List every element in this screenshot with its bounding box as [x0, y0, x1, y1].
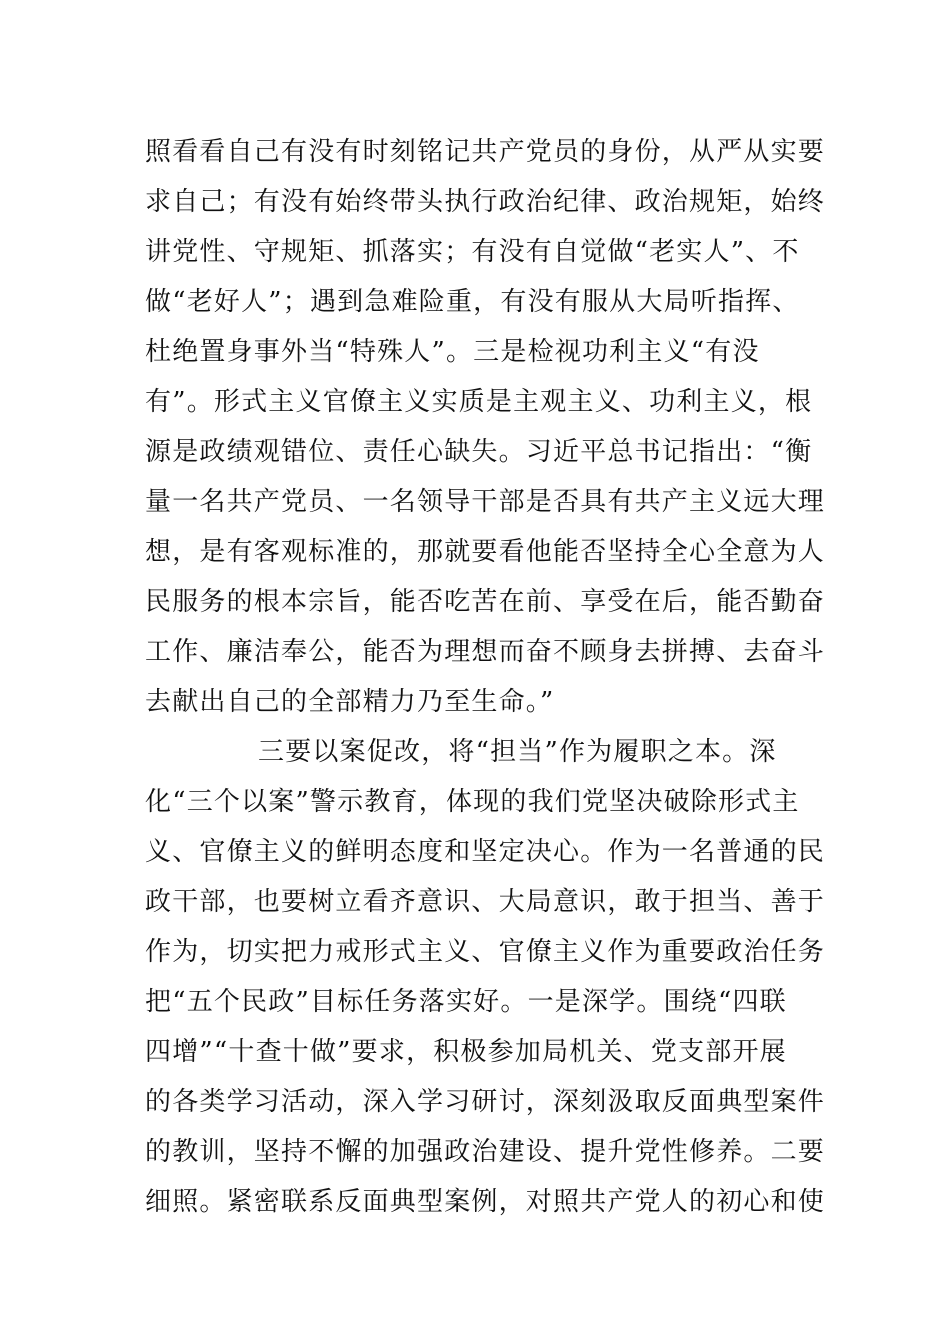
text-line: 照看看自己有没有时刻铭记共产党员的身份，从严从实要: [145, 137, 826, 167]
text-line: 杜绝置身事外当“特殊人”。三是检视功利主义“有没: [145, 337, 760, 367]
text-line: 做“老好人”；遇到急难险重，有没有服从大局听指挥、: [145, 287, 800, 317]
text-line: 的教训，坚持不懈的加强政治建设、提升党性修养。二要: [145, 1137, 826, 1167]
text-line: 量一名共产党员、一名领导干部是否具有共产主义远大理: [145, 487, 826, 517]
text-line: 细照。紧密联系反面典型案例，对照共产党人的初心和使: [145, 1187, 826, 1217]
text-line: 工作、廉洁奉公，能否为理想而奋不顾身去拼搏、去奋斗: [145, 637, 826, 667]
text-line: 四增”“十查十做”要求，积极参加局机关、党支部开展: [145, 1037, 787, 1067]
text-line: 源是政绩观错位、责任心缺失。习近平总书记指出：“衡: [145, 437, 813, 467]
text-line: 的各类学习活动，深入学习研讨，深刻汲取反面典型案件: [145, 1087, 826, 1117]
text-line: 把“五个民政”目标任务落实好。一是深学。围绕“四联: [145, 987, 787, 1017]
text-line: 想，是有客观标准的，那就要看他能否坚持全心全意为人: [145, 537, 826, 567]
text-line: 民服务的根本宗旨，能否吃苦在前、享受在后，能否勤奋: [145, 587, 826, 617]
text-line: 有”。形式主义官僚主义实质是主观主义、功利主义，根: [145, 387, 813, 417]
text-line: 求自己；有没有始终带头执行政治纪律、政治规矩，始终: [145, 187, 826, 217]
text-line: 讲党性、守规矩、抓落实；有没有自觉做“老实人”、不: [145, 237, 800, 267]
text-line: 义、官僚主义的鲜明态度和坚定决心。作为一名普通的民: [145, 837, 826, 867]
text-line: 去献出自己的全部精力乃至生命。”: [145, 687, 555, 717]
text-line: 化“三个以案”警示教育，体现的我们党坚决破除形式主: [145, 787, 800, 817]
text-line: 政干部，也要树立看齐意识、大局意识，敢于担当、善于: [145, 887, 826, 917]
paragraph-start-line: 三要以案促改，将“担当”作为履职之本。深: [258, 737, 777, 767]
text-line: 作为，切实把力戒形式主义、官僚主义作为重要政治任务: [145, 937, 826, 967]
